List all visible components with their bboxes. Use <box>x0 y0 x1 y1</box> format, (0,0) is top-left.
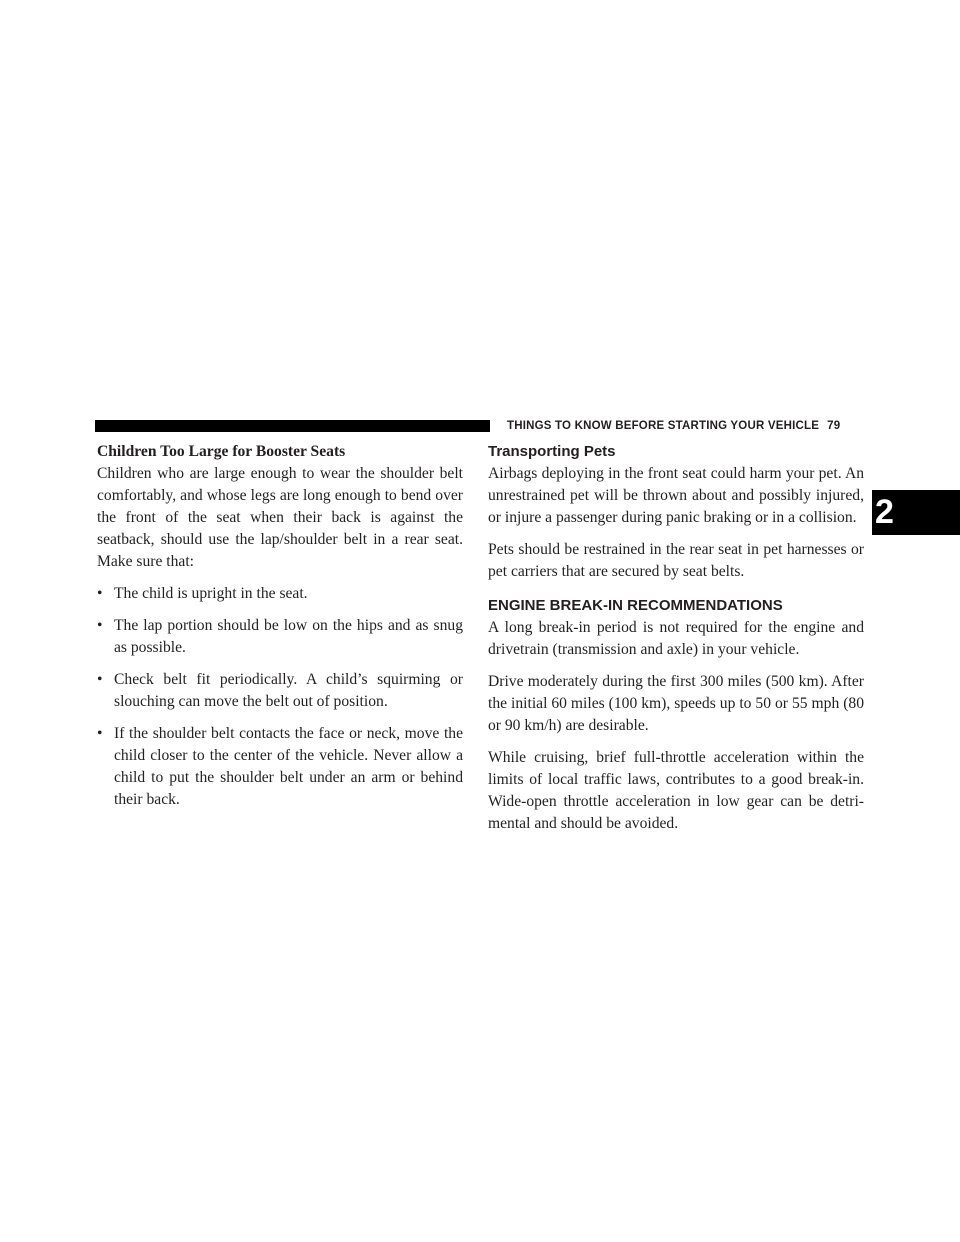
bullet-icon: • <box>97 725 103 742</box>
left-column <box>97 441 463 811</box>
list-item-text: If the shoulder belt contacts the face or neck, move the child closer to the center of the vehicle. Never allow a child to put the shoulder belt under an arm or behind their back. <box>114 725 463 808</box>
engine-paragraph-2: Drive moderately during the first 300 miles (500 km). After the initial 60 miles (100 km), speeds up to 50 or 55 mph (80 or 90 km/h) are desirable. <box>488 673 864 734</box>
bullet-icon: • <box>97 585 103 602</box>
section-heading-pets: Transporting Pets <box>488 443 616 460</box>
bullet-icon: • <box>97 617 103 634</box>
chapter-tab: 2 <box>872 490 960 535</box>
pets-paragraph-2: Pets should be restrained in the rear seat in pet harnesses or pet carriers that are secured by seat belts. <box>488 541 864 580</box>
page-number: 79 <box>827 420 841 432</box>
list-item-text: The child is upright in the seat. <box>114 585 308 602</box>
belt-fit-list <box>97 583 463 811</box>
list-item <box>97 583 463 605</box>
list-item <box>97 669 463 713</box>
bullet-icon: • <box>97 671 103 688</box>
list-item-text: The lap portion should be low on the hips and as snug as possible. <box>114 617 463 656</box>
header-title: THINGS TO KNOW BEFORE STARTING YOUR VEHICLE <box>507 420 820 432</box>
section-heading-children: Children Too Large for Booster Seats <box>97 443 346 460</box>
header-rule <box>95 420 490 432</box>
running-header <box>507 418 867 434</box>
list-item <box>97 615 463 659</box>
engine-paragraph-1: A long break-in period is not required for the engine and drivetrain (transmission and axle) in your vehicle. <box>488 619 864 658</box>
pets-paragraph-1: Airbags deploying in the front seat could harm your pet. An unrestrained pet will be thrown about and possibly injured, or injure a passenger during panic braking or in a collision. <box>488 465 864 526</box>
engine-paragraph-3: While cruising, brief full-throttle acceleration within the limits of local traffic laws, contributes to a good break-in. Wide-open throttle acceleration in low gear can be detri-mental and should be avoided. <box>488 749 864 832</box>
right-column <box>488 441 864 835</box>
list-item-text: Check belt fit periodically. A child’s squirming or slouching can move the belt out of position. <box>114 671 463 710</box>
intro-paragraph: Children who are large enough to wear the shoulder belt comfortably, and whose legs are long enough to bend over the front of the seat when their back is against the seatback, should use the lap/shoulder belt in a rear seat. Make sure that: <box>97 465 463 570</box>
section-heading-engine: ENGINE BREAK-IN RECOMMENDATIONS <box>488 597 783 614</box>
list-item <box>97 723 463 811</box>
